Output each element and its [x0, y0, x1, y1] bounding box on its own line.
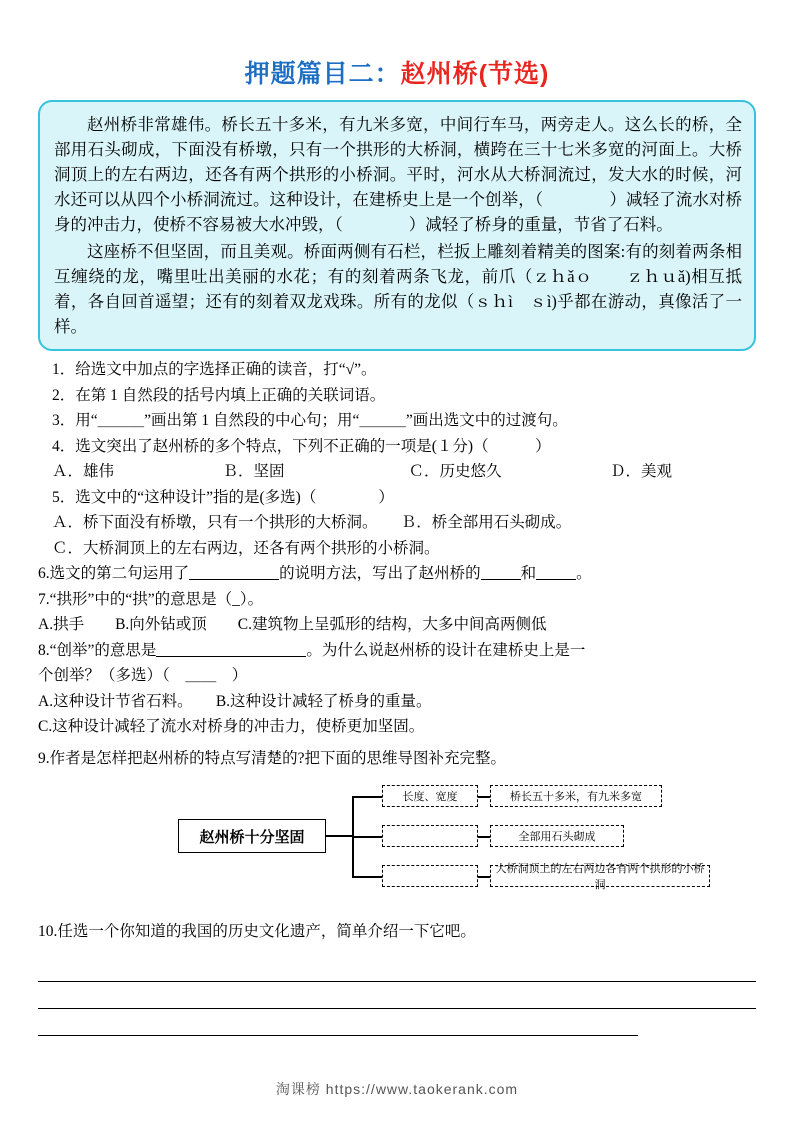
mindmap-left-node-2 — [382, 825, 478, 847]
question-4-options: Ａ．雄伟 Ｂ．坚固 Ｃ．历史悠久 Ｄ．美观 — [52, 463, 673, 480]
footer-watermark: 淘课榜 https://www.taokerank.com — [275, 1081, 519, 1097]
question-6-part-d: 。 — [576, 565, 592, 582]
question-3: 3．用“＿＿＿”画出第 1 自然段的中心句；用“＿＿＿”画出选文中的过渡句。 — [52, 412, 568, 429]
mindmap-diagram — [38, 777, 756, 907]
passage-paragraph-2: 这座桥不但坚固，而且美观。桥面两侧有石栏，栏扳上雕刻着精美的图案:有的刻着两条相互缠绕的龙，嘴里吐出美丽的水花；有的刻着两条飞龙，前爪（ｚｈǎｏ ｚｈｕǎ)相互抵着，各自回首遥望；还有的刻着双龙戏珠。所有的龙似（ｓｈì ｓì)乎都在游动，真像活了一样。 — [54, 242, 742, 336]
question-8-options-ab: A.这种设计节省石料。 B.这种设计减轻了桥身的重量。 — [38, 692, 432, 710]
page-title-prefix: 押题篇目二： — [244, 60, 401, 88]
question-6-part-c: 和 — [520, 565, 537, 582]
mindmap-connector — [352, 796, 382, 798]
answer-write-line[interactable] — [38, 1009, 638, 1036]
question-6 — [38, 561, 756, 587]
mindmap-root-node: 赵州桥十分坚固 — [178, 819, 326, 853]
question-10: 10.任选一个你知道的我国的历史文化遗产，简单介绍一下它吧。 — [38, 923, 476, 940]
question-7-options: A.拱手 B.向外钻或顶 C.建筑物上呈弧形的结构，大多中间高两侧低 — [38, 616, 547, 633]
question-9: 9.作者是怎样把赵州桥的特点写清楚的?把下面的思维导图补充完整。 — [38, 749, 507, 767]
question-5-options-c: Ｃ．大桥洞顶上的左右两边，还各有两个拱形的小桥洞。 — [52, 539, 440, 557]
answer-write-line[interactable] — [38, 982, 756, 1009]
question-2: 2．在第 1 自然段的括号内填上正确的关联词语。 — [52, 386, 386, 404]
answer-blank[interactable] — [481, 564, 521, 581]
passage-paragraph-1: 赵州桥非常雄伟。桥长五十多米，有九米多宽，中间行车马，两旁走人。这么长的桥，全部用石头砌成，下面没有桥墩，只有一个拱形的大桥洞，横跨在三十七米多宽的河面上。大桥洞顶上的左右两边，还各有两个拱形的小桥洞。平时，河水从大桥洞流过，发大水的时候，河水还可以从四个小桥洞流过。这种设计，在建桥史上是一个创举，（ ）减轻了流水对桥身的冲击力，使桥不容易被大水冲毁，（ ）减轻了桥身的重量，节省了石料。 — [54, 115, 742, 234]
question-6-part-a: 6.选文的第二句运用了 — [38, 565, 190, 582]
mindmap-right-node-1: 桥长五十多米，有九米多宽 — [490, 785, 662, 807]
questions-list — [38, 357, 756, 771]
question-8 — [38, 638, 756, 664]
mindmap-right-node-3: 大桥洞顶上的左右两边各有两个拱形的小桥洞 — [490, 865, 710, 887]
question-7: 7.“拱形”中的“拱”的意思是（_）。 — [38, 590, 264, 608]
mindmap-connector — [478, 796, 490, 798]
mindmap-connector — [352, 876, 382, 878]
answer-blank[interactable] — [189, 564, 279, 581]
passage-box — [38, 100, 756, 351]
mindmap-connector — [478, 876, 490, 878]
page-title-name: 赵州桥(节选) — [400, 60, 550, 88]
mindmap-connector — [478, 836, 490, 838]
mindmap-right-node-2: 全部用石头砌成 — [490, 825, 624, 847]
answer-write-line[interactable] — [38, 955, 756, 982]
question-8-part-b: 。为什么说赵州桥的设计在建桥史上是一 — [306, 641, 586, 659]
question-1: 1．给选文中加点的字选择正确的读音，打“√”。 — [52, 361, 377, 378]
answer-blank[interactable] — [536, 564, 576, 581]
mindmap-connector — [352, 836, 382, 838]
page-title — [38, 54, 756, 90]
question-8-continued: 个创举？（多选）（ ＿＿ ） — [38, 667, 248, 684]
answer-lines — [38, 955, 756, 1036]
question-8-options-c: C.这种设计减轻了流水对桥身的冲击力，使桥更加坚固。 — [38, 718, 425, 735]
question-4: 4．选文突出了赵州桥的多个特点，下列不正确的一项是(１分)（ ） — [52, 437, 551, 455]
question-5: 5．选文中的“这种设计”指的是(多选)（ ） — [52, 488, 394, 506]
answer-blank[interactable] — [156, 640, 306, 657]
question-8-part-a: 8.“创举”的意思是 — [38, 641, 157, 659]
mindmap-left-node-3 — [382, 865, 478, 887]
mindmap-left-node-1: 长度、宽度 — [382, 785, 478, 807]
question-6-part-b: 的说明方法，写出了赵州桥的 — [279, 565, 481, 582]
question-5-options-ab: Ａ．桥下面没有桥墩，只有一个拱形的大桥洞。 Ｂ．桥全部用石头砌成。 — [52, 514, 572, 531]
mindmap-connector — [326, 835, 352, 837]
